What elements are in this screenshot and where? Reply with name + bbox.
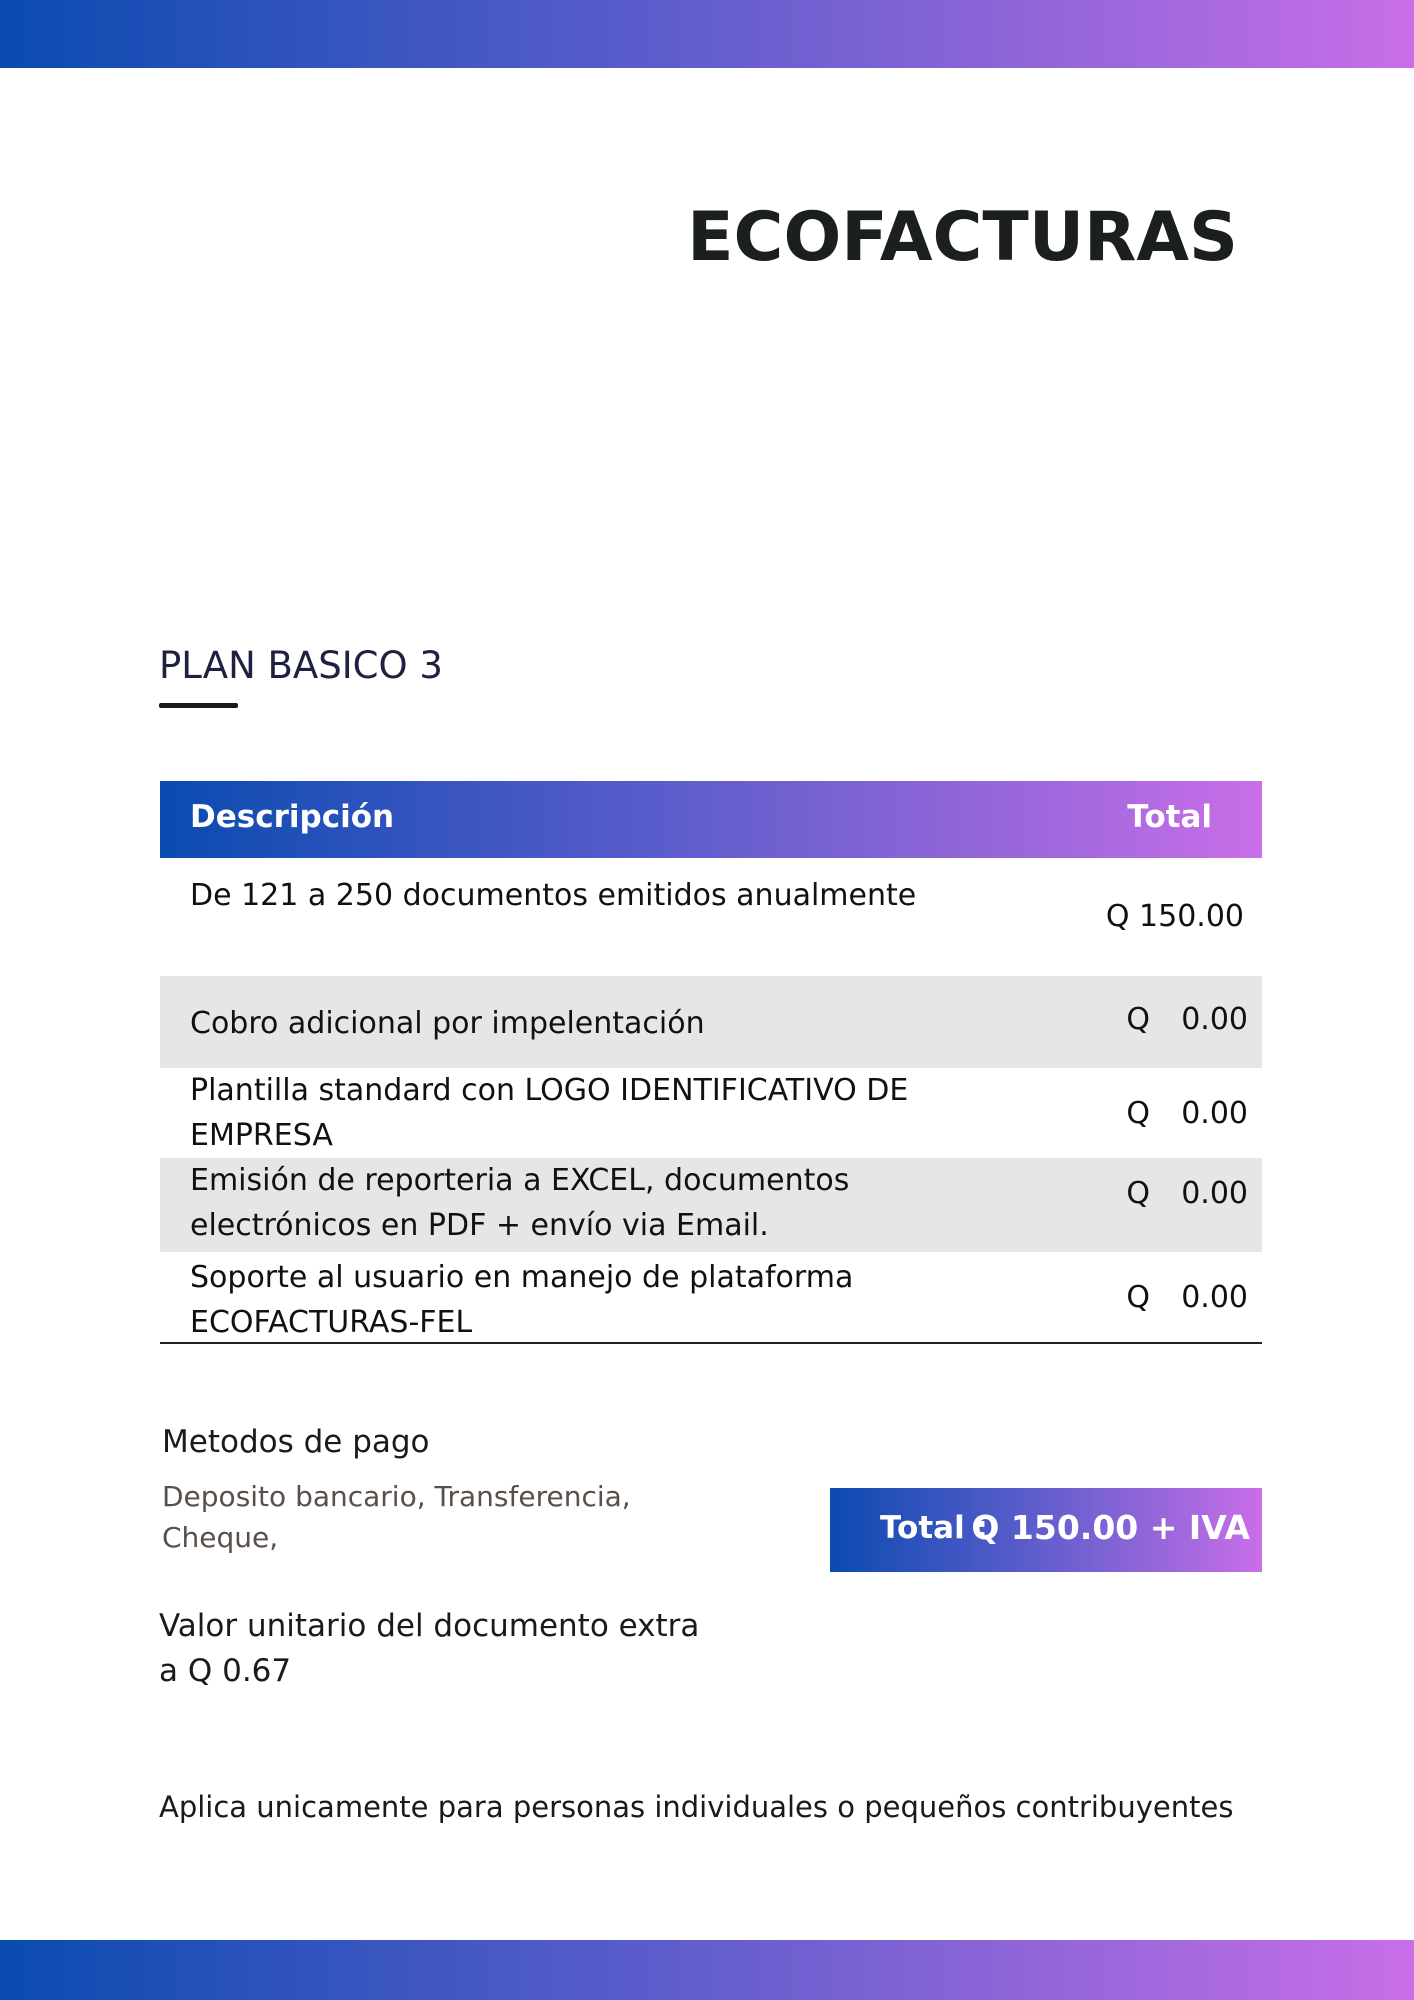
row-currency: Q [1126, 1096, 1150, 1131]
table-row [160, 1068, 1262, 1158]
unit-value-note: Valor unitario del documento extra a Q 0.67 [159, 1608, 700, 1689]
row-currency: Q [1126, 1002, 1150, 1037]
row-amount: 0.00 [1181, 1280, 1248, 1315]
row-description: Emisión de reporteria a EXCEL, documentos electrónicos en PDF + envío via Email. [190, 1163, 850, 1243]
brand-title: ECOFACTURAS [687, 198, 1238, 277]
total-value: Q 150.00 + IVA [971, 1508, 1250, 1547]
payment-methods-list: Deposito bancario, Transferencia, Cheque, [162, 1480, 631, 1554]
plan-title: PLAN BASICO 3 [159, 644, 443, 687]
row-amount: 0.00 [1181, 1002, 1248, 1037]
table-header [160, 781, 1262, 858]
top-gradient-bar [0, 0, 1414, 68]
row-description: Plantilla standard con LOGO IDENTIFICATIVO DE EMPRESA [190, 1073, 909, 1153]
payment-methods-title: Metodos de pago [162, 1424, 430, 1460]
plan-title-underline [159, 703, 238, 708]
total-label: Total : [880, 1510, 988, 1546]
table-row [160, 858, 1262, 976]
row-description: Cobro adicional por impelentación [190, 1006, 705, 1041]
pricing-table [160, 781, 1262, 1344]
row-currency: Q [1126, 1176, 1150, 1211]
header-total: Total [1127, 799, 1212, 835]
header-description: Descripción [190, 799, 395, 835]
row-description: Soporte al usuario en manejo de plataforma ECOFACTURAS-FEL [190, 1260, 854, 1340]
row-price: Q 150.00 [1105, 899, 1244, 934]
table-row [160, 1252, 1262, 1344]
row-amount: 0.00 [1181, 1096, 1248, 1131]
table-row [160, 1158, 1262, 1252]
table-row [160, 976, 1262, 1068]
row-amount: 0.00 [1181, 1176, 1248, 1211]
bottom-gradient-bar [0, 1940, 1414, 2000]
row-description: De 121 a 250 documentos emitidos anualmente [190, 878, 917, 913]
footnote: Aplica unicamente para personas individuales o pequeños contribuyentes [159, 1790, 1234, 1824]
total-box [830, 1488, 1262, 1572]
row-currency: Q [1126, 1280, 1150, 1315]
